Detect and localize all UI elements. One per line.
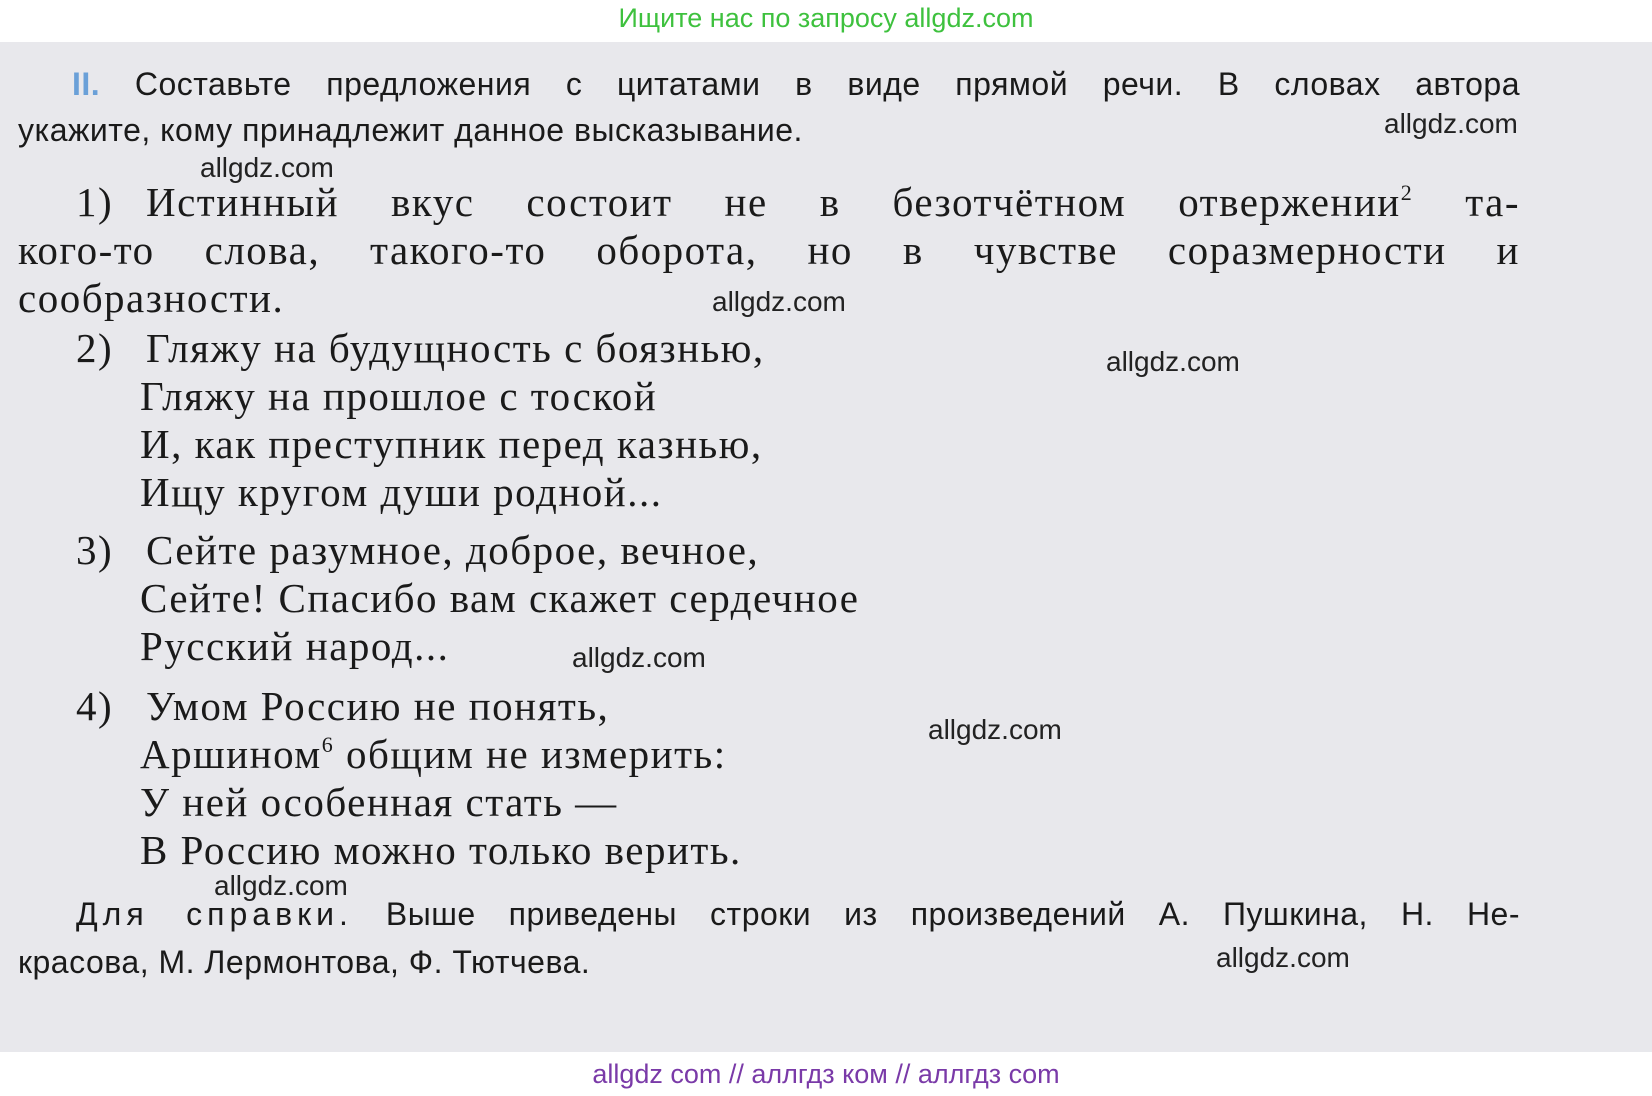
- item-2-line-1: 2) Гляжу на будущность с боязнью,: [76, 325, 765, 371]
- task-line-1: [72, 66, 1520, 103]
- item-4-line-3: У ней особенная стать —: [140, 779, 618, 825]
- watermark: allgdz.com: [1216, 942, 1350, 973]
- item-4-line-4: В Россию можно только верить.: [140, 827, 742, 873]
- item-1-number: 1): [76, 179, 114, 225]
- watermark: allgdz.com: [712, 286, 846, 317]
- task-line-2: укажите, кому принадлежит данное высказывание.: [18, 112, 803, 148]
- item-3-line-2: Сейте! Спасибо вам скажет сердечное: [140, 575, 860, 621]
- item-4-number: 4): [76, 683, 114, 729]
- watermark: allgdz.com: [572, 642, 706, 673]
- item-1-text-a: Истинный вкус состоит не в безотчётном отвержении: [146, 179, 1401, 225]
- item-1-line-2: кого-то слова, такого-то оборота, но в чувстве соразмерности и: [18, 227, 1520, 273]
- item-3-line-1: 3) Сейте разумное, доброе, вечное,: [76, 527, 760, 573]
- item-2-line-2: Гляжу на прошлое с тоской: [140, 373, 658, 419]
- reference-line-1: Для справки. Выше приведены строки из произведений А. Пушкина, Н. Не-: [76, 896, 1521, 932]
- textbook-page: [0, 42, 1652, 1052]
- watermark: allgdz.com: [214, 870, 348, 901]
- task-number: II.: [72, 66, 101, 102]
- item-2-number: 2): [76, 325, 114, 371]
- bottom-banner[interactable]: allgdz com // аллгдз ком // аллгдз com: [592, 1059, 1060, 1089]
- item-1-line-3: сообразности.: [18, 275, 285, 321]
- watermark: allgdz.com: [1384, 108, 1518, 139]
- reference-line-2: красова, М. Лермонтова, Ф. Тютчева.: [18, 944, 591, 980]
- task-text-1: Составьте предложения с цитатами в виде прямой речи. В словах автора: [134, 66, 1521, 102]
- item-3-number: 3): [76, 527, 114, 573]
- item-2-line-3: И, как преступник перед казнью,: [140, 421, 763, 467]
- item-1-text-b: та-: [1413, 179, 1520, 225]
- watermark: allgdz.com: [200, 152, 334, 183]
- item-3-line-3: Русский народ...: [140, 623, 450, 669]
- reference-label: Для справки.: [76, 896, 353, 932]
- watermark: allgdz.com: [1106, 346, 1240, 377]
- top-banner[interactable]: Ищите нас по запросу allgdz.com: [618, 3, 1034, 33]
- item-2-line-4: Ищу кругом души родной...: [140, 469, 663, 515]
- item-4-line-2: Аршином$^6$ общим не измерить:: [140, 731, 727, 777]
- watermark: allgdz.com: [928, 714, 1062, 745]
- footnote-2: 2: [1400, 180, 1414, 205]
- item-4-line-1: 4) Умом Россию не понять,: [76, 683, 610, 729]
- footnote-6: 6: [321, 732, 335, 757]
- item-1-line-1: [76, 178, 1520, 226]
